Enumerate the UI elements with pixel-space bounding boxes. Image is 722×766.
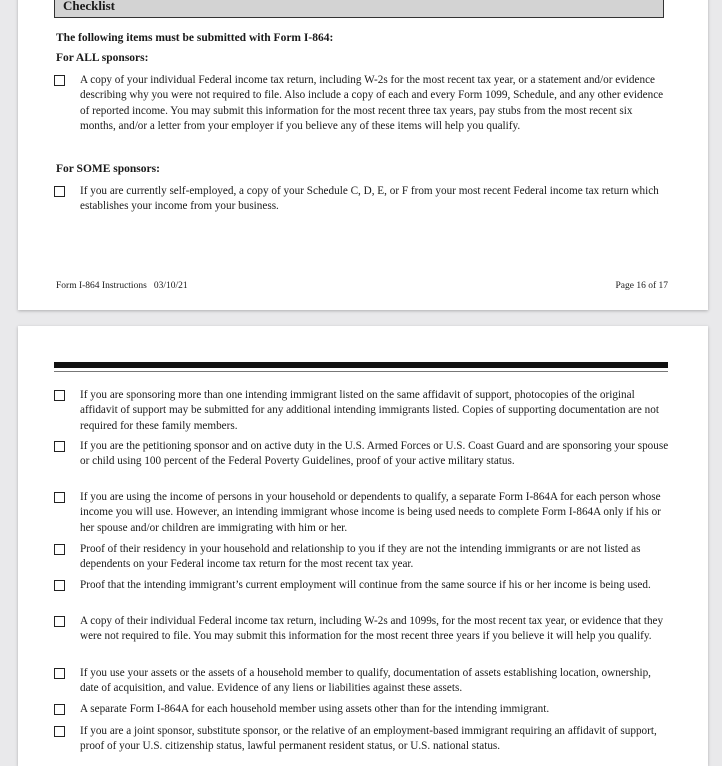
checklist-item-text: A separate Form I-864A for each household member using assets other than for the intending immigrant. — [80, 703, 550, 715]
checkbox[interactable] — [54, 580, 65, 591]
document-page-17 — [18, 326, 708, 766]
checklist-item-text: If you are using the income of persons in your household or dependents to qualify, a separate Form I-864A for each person whose income you will use. However, an intending immigrant whose income is being used needs to complete Form I-864A only if his or her spouse and/or children are immigrating with him or her. — [80, 491, 661, 534]
checklist-item-text: If you are sponsoring more than one intending immigrant listed on the same affidavit of support, photocopies of the original affidavit of support may be submitted for any additional intending immigrants listed. Copies of supporting documentation are not required for these family members. — [80, 389, 659, 432]
some-sponsors-label: For SOME sponsors: — [56, 163, 160, 175]
checklist-item-text: If you are a joint sponsor, substitute sponsor, or the relative of an employment-based immigrant requiring an affidavit of support, proof of your U.S. citizenship status, lawful permanent resident status, or U.S. national status. — [80, 725, 657, 753]
footer-page-number: Page 16 of 17 — [615, 281, 668, 291]
checklist-item-text: Proof that the intending immigrant’s current employment will continue from the same source if his or her income is being used. — [80, 579, 651, 591]
checkbox[interactable] — [54, 726, 65, 737]
checkbox[interactable] — [54, 492, 65, 503]
checklist-header — [54, 0, 664, 18]
checkbox[interactable] — [54, 668, 65, 679]
section-divider — [54, 371, 668, 372]
checklist-title: Checklist — [63, 0, 115, 13]
document-page-16 — [18, 0, 708, 310]
checklist-item-text: A copy of their individual Federal income tax return, including W-2s and 1099s, for the most recent tax year, or evidence that they were not required to file. You may submit this information for the most recent three years if you believe it will help you qualify. — [80, 615, 664, 643]
section-bar — [54, 362, 668, 368]
checklist-intro: The following items must be submitted with Form I-864: — [56, 32, 334, 44]
checkbox[interactable] — [54, 544, 65, 555]
all-sponsors-label: For ALL sponsors: — [56, 52, 149, 64]
checkbox[interactable] — [54, 186, 65, 197]
checklist-item-text: A copy of your individual Federal income tax return, including W-2s for the most recent tax year, or a statement and/or evidence describing why you were not required to file. Also include a copy of each and every Form 1099, Schedule, and any other evidence of reported income. You may submit this information for the most recent three tax years, pay stubs from the most recent six months, and/or a letter from your employer if you believe any of these items will help you qualify. — [80, 74, 664, 133]
checkbox[interactable] — [54, 390, 65, 401]
checklist-item-text: Proof of their residency in your household and relationship to you if they are not the intending immigrants or are not listed as dependents on your Federal income tax return for the most recent tax year. — [80, 543, 641, 571]
checklist-item-text: If you are the petitioning sponsor and on active duty in the U.S. Armed Forces or U.S. Coast Guard and are sponsoring your spouse or child using 100 percent of the Federal Poverty Guidelines, proof of your active military status. — [80, 440, 669, 468]
checkbox[interactable] — [54, 441, 65, 452]
footer-form-info: Form I-864 Instructions 03/10/21 — [56, 281, 188, 291]
checklist-item-text: If you use your assets or the assets of a household member to qualify, documentation of assets establishing location, ownership, date of acquisition, and value. Evidence of any liens or liabilities against these assets. — [80, 667, 651, 695]
checkbox[interactable] — [54, 616, 65, 627]
checkbox[interactable] — [54, 704, 65, 715]
checklist-item-text: If you are currently self-employed, a copy of your Schedule C, D, E, or F from your most recent Federal income tax return which establishes your income from your business. — [80, 185, 659, 213]
checkbox[interactable] — [54, 75, 65, 86]
